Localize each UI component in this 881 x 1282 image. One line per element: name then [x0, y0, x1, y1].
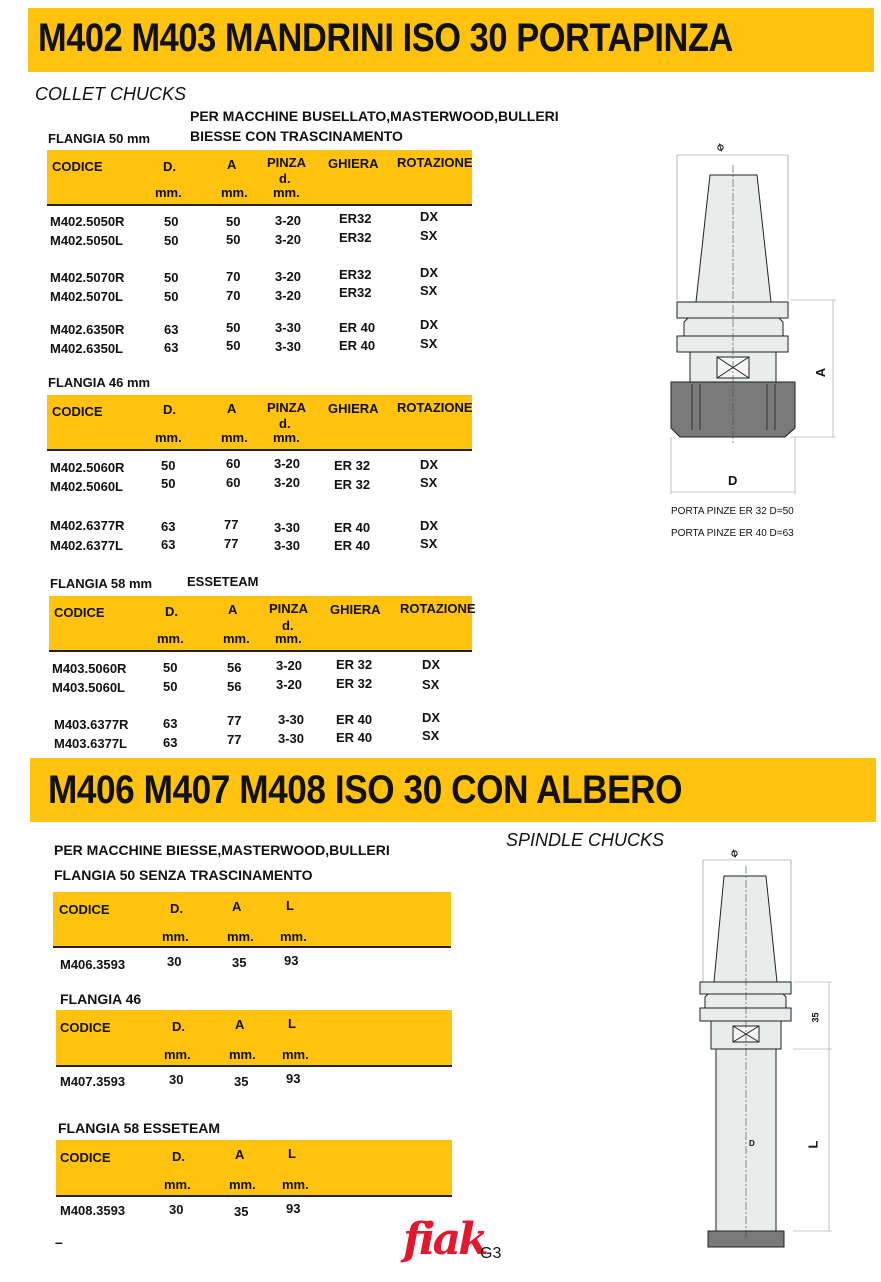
cell-d: 50 — [164, 214, 179, 229]
cell-a: 50 — [226, 232, 241, 247]
col-d: D. — [165, 604, 178, 619]
dim-d-label: D — [728, 473, 738, 488]
diameter-icon: ⌀ — [711, 140, 728, 154]
cell-a: 77 — [224, 517, 239, 532]
cell-rotazione: DX — [420, 518, 439, 533]
cell-codice: M402.5060L — [50, 479, 123, 494]
col-pinza-d: d. — [279, 416, 291, 431]
col-pinza: PINZA — [269, 601, 308, 616]
cell-a: 35 — [234, 1204, 249, 1219]
cell-rotazione: DX — [422, 710, 441, 725]
col-pinza: PINZA — [267, 400, 306, 415]
col-pinza-d: d. — [282, 618, 294, 633]
unit-pinza: mm. — [273, 430, 300, 445]
unit-d: mm. — [164, 1177, 191, 1192]
cell-rotazione: DX — [420, 209, 439, 224]
cell-d: 63 — [163, 735, 178, 750]
cell-d: 50 — [164, 233, 179, 248]
unit-d: mm. — [157, 631, 184, 646]
cell-d: 63 — [161, 519, 176, 534]
page-number: G3 — [480, 1245, 502, 1262]
fiak-logo: fiak — [403, 1214, 486, 1265]
cell-a: 35 — [232, 955, 247, 970]
cell-pinza: 3-20 — [275, 288, 302, 303]
cell-rotazione: SX — [422, 677, 440, 692]
cell-pinza: 3-30 — [275, 339, 302, 354]
cell-pinza: 3-30 — [274, 538, 301, 553]
cell-rotazione: SX — [420, 283, 438, 298]
section2-subtitle: SPINDLE CHUCKS — [506, 830, 665, 850]
flangia-46-label: FLANGIA 46 — [60, 991, 142, 1007]
cell-codice: M402.5050R — [50, 214, 125, 229]
cell-ghiera: ER32 — [339, 230, 372, 245]
col-rotazione: ROTAZIONE — [397, 155, 473, 170]
cell-ghiera: ER 40 — [339, 320, 376, 335]
col-a: A — [227, 157, 237, 172]
cell-a: 50 — [226, 320, 241, 335]
cell-pinza: 3-20 — [275, 269, 302, 284]
cell-codice: M402.5070R — [50, 270, 125, 285]
cell-pinza: 3-20 — [276, 658, 303, 673]
cell-rotazione: SX — [420, 536, 438, 551]
col-rotazione: ROTAZIONE — [397, 400, 473, 415]
cell-d: 63 — [164, 340, 179, 355]
unit-a: mm. — [229, 1177, 256, 1192]
col-codice: CODICE — [52, 404, 103, 419]
cell-codice: M403.5060L — [52, 680, 125, 695]
col-ghiera: GHIERA — [328, 401, 379, 416]
cell-pinza: 3-20 — [274, 456, 301, 471]
cell-codice: M402.5050L — [50, 233, 123, 248]
cell-rotazione: SX — [420, 228, 438, 243]
cell-codice: M402.6350R — [50, 322, 125, 337]
cell-d: 50 — [161, 476, 176, 491]
cell-a: 56 — [227, 679, 242, 694]
col-pinza-d: d. — [279, 171, 291, 186]
cell-ghiera: ER 40 — [336, 730, 373, 745]
cell-rotazione: SX — [420, 475, 438, 490]
footer-mark: – — [55, 1234, 63, 1250]
cell-a: 77 — [224, 536, 239, 551]
cell-codice: M402.6350L — [50, 341, 123, 356]
unit-pinza: mm. — [275, 631, 302, 646]
cell-a: 50 — [226, 214, 241, 229]
cell-a: 60 — [226, 475, 241, 490]
cell-ghiera: ER 40 — [339, 338, 376, 353]
col-codice: CODICE — [60, 1150, 111, 1165]
dim-35-label: 35 — [810, 1012, 821, 1023]
section1-subtitle: COLLET CHUCKS — [35, 84, 187, 104]
cell-a: 35 — [234, 1074, 249, 1089]
col-d: D. — [172, 1149, 185, 1164]
cell-d: 30 — [169, 1202, 184, 1217]
unit-a: mm. — [227, 929, 254, 944]
cell-l: 93 — [284, 953, 299, 968]
cell-pinza: 3-30 — [278, 712, 305, 727]
cell-pinza: 3-20 — [276, 677, 303, 692]
col-codice: CODICE — [54, 605, 105, 620]
cell-pinza: 3-30 — [275, 320, 302, 335]
unit-d: mm. — [162, 929, 189, 944]
cell-d: 63 — [163, 716, 178, 731]
cell-ghiera: ER32 — [339, 211, 372, 226]
col-a: A — [235, 1147, 245, 1162]
col-codice: CODICE — [59, 902, 110, 917]
diameter-icon: ⌀ — [725, 846, 742, 860]
cell-ghiera: ER32 — [339, 267, 372, 282]
cell-codice: M408.3593 — [60, 1203, 126, 1218]
cell-a: 77 — [227, 713, 242, 728]
cell-a: 50 — [226, 338, 241, 353]
cell-ghiera: ER 40 — [334, 520, 371, 535]
unit-d: mm. — [164, 1047, 191, 1062]
col-d: D. — [170, 901, 183, 916]
cell-codice: M402.5070L — [50, 289, 123, 304]
col-l: L — [288, 1016, 296, 1031]
cell-codice: M407.3593 — [60, 1074, 126, 1089]
unit-pinza: mm. — [273, 185, 300, 200]
cell-d: 63 — [164, 322, 179, 337]
cell-rotazione: DX — [420, 265, 439, 280]
cell-pinza: 3-20 — [275, 232, 302, 247]
col-a: A — [232, 899, 242, 914]
col-ghiera: GHIERA — [328, 156, 379, 171]
cell-ghiera: ER 32 — [334, 458, 371, 473]
cell-codice: M402.6377R — [50, 518, 125, 533]
flangia-58-extra: ESSETEAM — [187, 574, 259, 589]
cell-d: 50 — [163, 679, 178, 694]
cell-d: 50 — [161, 458, 176, 473]
col-a: A — [227, 401, 237, 416]
cell-l: 93 — [286, 1071, 301, 1086]
col-ghiera: GHIERA — [330, 602, 381, 617]
cell-d: 50 — [163, 660, 178, 675]
dim-d-label: D — [749, 1139, 755, 1148]
col-d: D. — [172, 1019, 185, 1034]
cell-a: 70 — [226, 269, 241, 284]
flangia-58-label: FLANGIA 58 ESSETEAM — [58, 1120, 221, 1136]
cell-ghiera: ER 40 — [336, 712, 373, 727]
cell-a: 77 — [227, 732, 242, 747]
unit-a: mm. — [221, 185, 248, 200]
cell-l: 93 — [286, 1201, 301, 1216]
col-pinza: PINZA — [267, 155, 306, 170]
cell-pinza: 3-30 — [274, 520, 301, 535]
cell-codice: M403.6377L — [54, 736, 127, 751]
cell-d: 50 — [164, 270, 179, 285]
col-d: D. — [163, 402, 176, 417]
cell-pinza: 3-30 — [278, 731, 305, 746]
cell-pinza: 3-20 — [274, 475, 301, 490]
machines-line1: PER MACCHINE BUSELLATO,MASTERWOOD,BULLERI — [190, 108, 559, 124]
cell-ghiera: ER 32 — [334, 477, 371, 492]
col-codice: CODICE — [52, 159, 103, 174]
dim-a-label: A — [813, 367, 829, 378]
drawing-note-1: PORTA PINZE ER 32 D=50 — [671, 506, 794, 517]
unit-a: mm. — [221, 430, 248, 445]
cell-codice: M406.3593 — [60, 957, 126, 972]
section1-title: M402 M403 MANDRINI ISO 30 PORTAPINZA — [38, 16, 733, 60]
flangia-50-label: FLANGIA 50 mm — [48, 131, 151, 146]
section2-title: M406 M407 M408 ISO 30 CON ALBERO — [48, 768, 683, 812]
cell-a: 70 — [226, 288, 241, 303]
unit-a: mm. — [229, 1047, 256, 1062]
flangia-50-label: FLANGIA 50 SENZA TRASCINAMENTO — [54, 867, 313, 883]
cell-ghiera: ER 40 — [334, 538, 371, 553]
col-d: D. — [163, 159, 176, 174]
cell-d: 50 — [164, 289, 179, 304]
dim-l-label: L — [805, 1140, 821, 1149]
machines-line2: BIESSE CON TRASCINAMENTO — [190, 128, 403, 144]
unit-d: mm. — [155, 185, 182, 200]
unit-d: mm. — [155, 430, 182, 445]
cell-a: 56 — [227, 660, 242, 675]
drawing-note-2: PORTA PINZE ER 40 D=63 — [671, 528, 794, 539]
cell-codice: M403.5060R — [52, 661, 127, 676]
col-a: A — [228, 602, 238, 617]
cell-codice: M402.6377L — [50, 538, 123, 553]
cell-d: 63 — [161, 537, 176, 552]
col-l: L — [286, 898, 294, 913]
flangia-58-label: FLANGIA 58 mm — [50, 576, 153, 591]
cell-d: 30 — [169, 1072, 184, 1087]
col-l: L — [288, 1146, 296, 1161]
cell-rotazione: SX — [420, 336, 438, 351]
flangia-46-label: FLANGIA 46 mm — [48, 375, 151, 390]
unit-l: mm. — [282, 1047, 309, 1062]
unit-l: mm. — [282, 1177, 309, 1192]
unit-l: mm. — [280, 929, 307, 944]
unit-a: mm. — [223, 631, 250, 646]
col-a: A — [235, 1017, 245, 1032]
cell-rotazione: DX — [420, 317, 439, 332]
cell-codice: M402.5060R — [50, 460, 125, 475]
cell-codice: M403.6377R — [54, 717, 129, 732]
col-codice: CODICE — [60, 1020, 111, 1035]
cell-ghiera: ER 32 — [336, 657, 373, 672]
cell-rotazione: DX — [420, 457, 439, 472]
machines-line: PER MACCHINE BIESSE,MASTERWOOD,BULLERI — [54, 842, 390, 858]
cell-ghiera: ER32 — [339, 285, 372, 300]
cell-d: 30 — [167, 954, 182, 969]
cell-rotazione: DX — [422, 657, 441, 672]
col-rotazione: ROTAZIONE — [400, 601, 476, 616]
cell-ghiera: ER 32 — [336, 676, 373, 691]
cell-a: 60 — [226, 456, 241, 471]
cell-rotazione: SX — [422, 728, 440, 743]
cell-pinza: 3-20 — [275, 213, 302, 228]
